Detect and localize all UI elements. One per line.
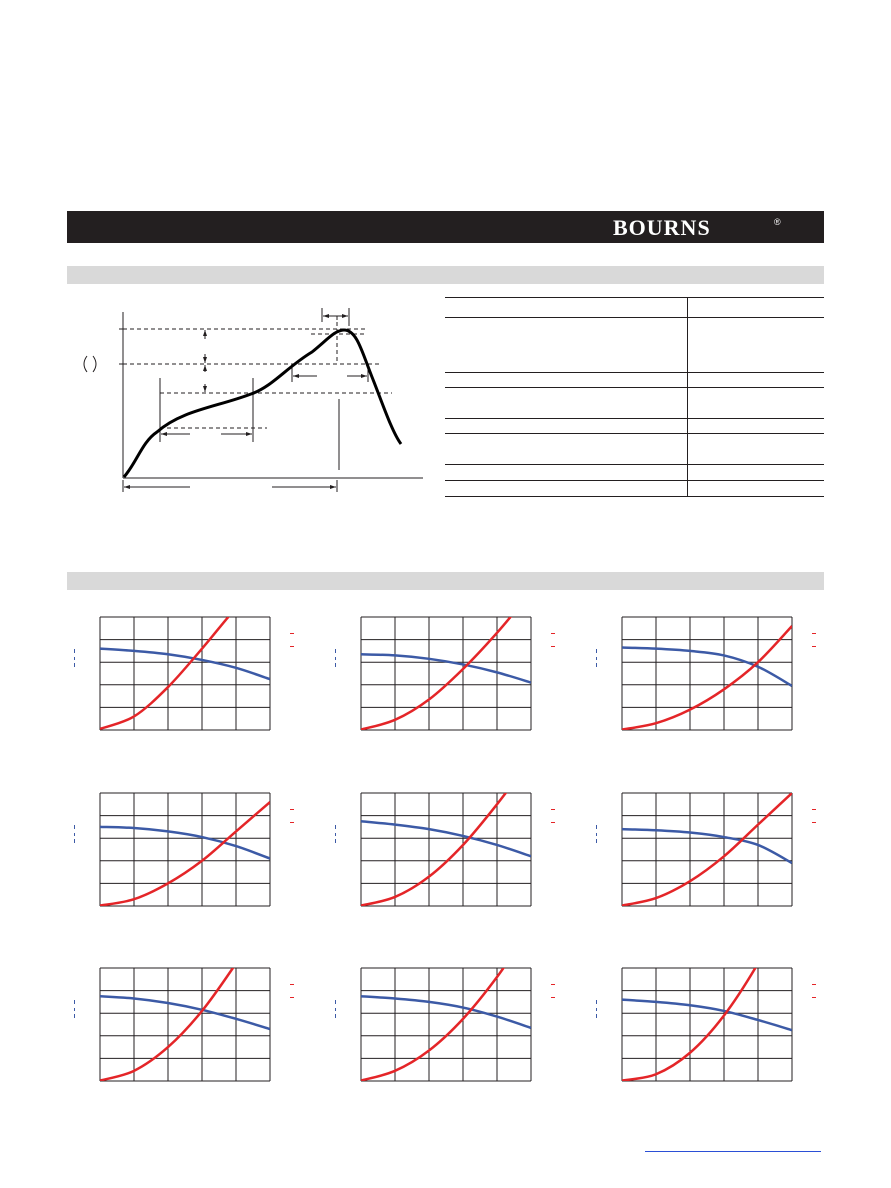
chart-7 <box>68 964 318 1089</box>
table-cell <box>688 388 825 419</box>
left-axis-marker <box>74 1000 75 1018</box>
section-bar-reflow <box>67 266 824 284</box>
table-cell <box>445 373 688 388</box>
chart-2 <box>329 613 579 738</box>
table-cell <box>445 388 688 419</box>
series-line-blue <box>100 827 270 859</box>
series-line-blue <box>100 649 270 680</box>
left-axis-marker <box>596 825 597 843</box>
table-row <box>445 419 824 434</box>
chart-grid <box>100 617 270 730</box>
chart-svg <box>329 964 579 1089</box>
left-axis-marker <box>335 649 336 667</box>
left-axis-marker <box>596 649 597 667</box>
series-line-blue <box>361 821 531 856</box>
spec-table <box>445 297 824 497</box>
series-line-red <box>100 802 270 906</box>
table-cell <box>445 318 688 373</box>
table-cell <box>688 481 825 497</box>
table-cell <box>445 434 688 465</box>
series-line-blue <box>361 996 531 1028</box>
left-axis-marker <box>596 1000 597 1018</box>
table-row <box>445 481 824 497</box>
logo-text: BOURNS <box>613 215 711 239</box>
chart-grid <box>622 617 792 730</box>
table-cell <box>445 465 688 481</box>
chart-svg <box>68 964 318 1089</box>
table-cell <box>688 318 825 373</box>
right-axis-marker <box>812 809 816 823</box>
table-row <box>445 388 824 419</box>
series-line-red <box>361 613 531 730</box>
series-line-red <box>622 626 792 730</box>
left-axis-marker <box>335 825 336 843</box>
chart-1 <box>68 613 318 738</box>
right-axis-marker <box>551 809 555 823</box>
table-cell <box>445 298 688 318</box>
chart-grid <box>361 793 531 906</box>
table-cell <box>688 465 825 481</box>
right-axis-marker <box>551 633 555 647</box>
chart-3 <box>590 613 840 738</box>
footer-link[interactable] <box>645 1151 821 1152</box>
chart-9 <box>590 964 840 1089</box>
table-cell <box>688 298 825 318</box>
bourns-logo <box>611 215 786 239</box>
chart-svg <box>68 789 318 914</box>
logo-registered-mark: ® <box>774 217 781 227</box>
section-bar-curves <box>67 572 824 590</box>
right-axis-marker <box>551 984 555 998</box>
chart-svg <box>68 613 318 738</box>
table-cell <box>688 434 825 465</box>
table-row <box>445 373 824 388</box>
series-line-red <box>361 964 531 1081</box>
left-axis-marker <box>74 649 75 667</box>
chart-svg <box>590 964 840 1089</box>
series-line-blue <box>622 829 792 863</box>
chart-grid <box>361 968 531 1081</box>
table-cell <box>445 419 688 434</box>
chart-svg <box>590 789 840 914</box>
right-axis-marker <box>812 633 816 647</box>
series-line-blue <box>361 654 531 682</box>
chart-svg <box>590 613 840 738</box>
table-row <box>445 434 824 465</box>
series-line-blue <box>100 996 270 1029</box>
chart-grid <box>100 968 270 1081</box>
right-axis-marker <box>290 984 294 998</box>
table-cell <box>688 373 825 388</box>
right-axis-marker <box>290 809 294 823</box>
reflow-profile-curve <box>124 330 401 477</box>
chart-4 <box>68 789 318 914</box>
left-axis-marker <box>74 825 75 843</box>
chart-5 <box>329 789 579 914</box>
table-row <box>445 465 824 481</box>
table-cell <box>688 419 825 434</box>
header-bar <box>67 211 824 243</box>
left-axis-marker <box>335 1000 336 1018</box>
table-row <box>445 318 824 373</box>
reflow-profile-diagram <box>67 292 427 502</box>
chart-svg <box>329 789 579 914</box>
chart-grid <box>622 968 792 1081</box>
chart-6 <box>590 789 840 914</box>
table-row <box>445 298 824 318</box>
right-axis-marker <box>290 633 294 647</box>
right-axis-marker <box>812 984 816 998</box>
table-cell <box>445 481 688 497</box>
series-line-blue <box>622 1000 792 1031</box>
chart-8 <box>329 964 579 1089</box>
chart-svg <box>329 613 579 738</box>
